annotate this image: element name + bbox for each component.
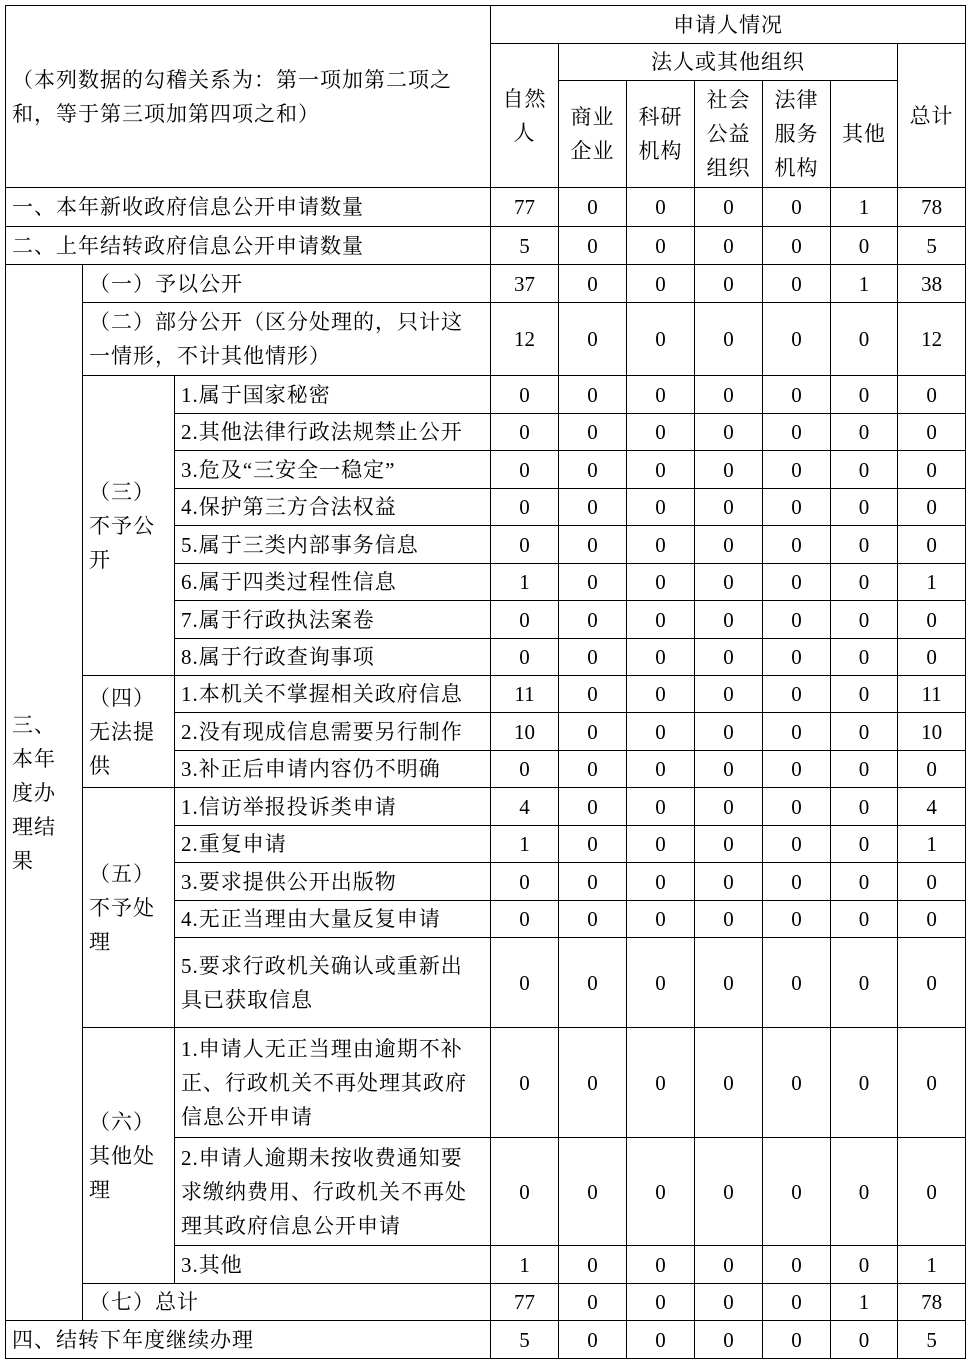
- public-welfare-count: 0: [695, 676, 763, 713]
- public-welfare-count: 0: [695, 1321, 763, 1359]
- other-count: 0: [831, 414, 898, 451]
- business-count: 0: [559, 901, 627, 938]
- public-welfare-header: 社会公益组织: [695, 81, 763, 188]
- row-label: （七）总计: [83, 1284, 491, 1321]
- row-label: 3.危及“三安全一稳定”: [175, 451, 491, 489]
- business-count: 0: [559, 639, 627, 676]
- natural-person-count: 0: [491, 1028, 559, 1138]
- public-welfare-count: 0: [695, 1246, 763, 1284]
- natural-person-count: 12: [491, 303, 559, 376]
- natural-person-count: 0: [491, 901, 559, 938]
- row-label: 2.重复申请: [175, 826, 491, 863]
- header-row-1: [6, 6, 966, 44]
- public-welfare-count: 0: [695, 489, 763, 526]
- natural-person-count: 0: [491, 601, 559, 639]
- research-count: 0: [627, 526, 695, 564]
- applicant-header: 申请人情况: [491, 6, 966, 44]
- legal-service-count: 0: [763, 1028, 831, 1138]
- public-welfare-count: 0: [695, 303, 763, 376]
- row-label: 1.本机关不掌握相关政府信息: [175, 676, 491, 713]
- research-count: 0: [627, 938, 695, 1028]
- other-header: 其他: [831, 81, 898, 188]
- other-count: 0: [831, 601, 898, 639]
- row-not-processed-1: [6, 788, 966, 826]
- legal-service-count: 0: [763, 564, 831, 601]
- other-count: 0: [831, 303, 898, 376]
- research-count: 0: [627, 676, 695, 713]
- other-count: 1: [831, 1284, 898, 1321]
- results-section-label: 三、本年度办理结果: [6, 265, 83, 1321]
- total-count: 0: [898, 938, 966, 1028]
- research-count: 0: [627, 863, 695, 901]
- legal-service-count: 0: [763, 526, 831, 564]
- public-welfare-count: 0: [695, 227, 763, 265]
- total-count: 0: [898, 1138, 966, 1246]
- natural-person-count: 0: [491, 489, 559, 526]
- business-count: 0: [559, 451, 627, 489]
- total-count: 11: [898, 676, 966, 713]
- row-label: 二、上年结转政府信息公开申请数量: [6, 227, 491, 265]
- research-count: 0: [627, 639, 695, 676]
- group-label-unable-to-provide: （四）无法提供: [83, 676, 175, 788]
- total-count: 0: [898, 639, 966, 676]
- research-count: 0: [627, 265, 695, 303]
- legal-service-count: 0: [763, 751, 831, 788]
- total-count: 0: [898, 901, 966, 938]
- public-welfare-count: 0: [695, 863, 763, 901]
- legal-service-count: 0: [763, 826, 831, 863]
- legal-service-count: 0: [763, 863, 831, 901]
- business-count: 0: [559, 1028, 627, 1138]
- business-count: 0: [559, 376, 627, 414]
- research-count: 0: [627, 1138, 695, 1246]
- total-count: 4: [898, 788, 966, 826]
- other-count: 0: [831, 826, 898, 863]
- natural-person-header: 自然人: [491, 44, 559, 188]
- legal-service-header: 法律服务机构: [763, 81, 831, 188]
- row-label: 1.申请人无正当理由逾期不补正、行政机关不再处理其政府信息公开申请: [175, 1028, 491, 1138]
- research-count: 0: [627, 1284, 695, 1321]
- legal-service-count: 0: [763, 639, 831, 676]
- legal-service-count: 0: [763, 489, 831, 526]
- public-welfare-count: 0: [695, 826, 763, 863]
- group-label-other-handling: （六）其他处理: [83, 1028, 175, 1284]
- business-count: 0: [559, 788, 627, 826]
- row-disclosed: [6, 265, 966, 303]
- total-count: 0: [898, 414, 966, 451]
- research-count: 0: [627, 414, 695, 451]
- research-count: 0: [627, 489, 695, 526]
- other-count: 0: [831, 227, 898, 265]
- business-count: 0: [559, 676, 627, 713]
- row-label: 2.其他法律行政法规禁止公开: [175, 414, 491, 451]
- research-count: 0: [627, 564, 695, 601]
- research-count: 0: [627, 303, 695, 376]
- natural-person-count: 77: [491, 188, 559, 227]
- legal-org-header: 法人或其他组织: [559, 44, 898, 81]
- total-header: 总计: [898, 44, 966, 188]
- row-label: 7.属于行政执法案卷: [175, 601, 491, 639]
- natural-person-count: 0: [491, 1138, 559, 1246]
- public-welfare-count: 0: [695, 1138, 763, 1246]
- public-welfare-count: 0: [695, 901, 763, 938]
- business-count: 0: [559, 188, 627, 227]
- natural-person-count: 0: [491, 451, 559, 489]
- legal-service-count: 0: [763, 901, 831, 938]
- natural-person-count: 0: [491, 863, 559, 901]
- legal-service-count: 0: [763, 1246, 831, 1284]
- legal-service-count: 0: [763, 788, 831, 826]
- public-welfare-count: 0: [695, 751, 763, 788]
- row-label: （一）予以公开: [83, 265, 491, 303]
- natural-person-count: 0: [491, 938, 559, 1028]
- business-count: 0: [559, 526, 627, 564]
- row-label: 8.属于行政查询事项: [175, 639, 491, 676]
- total-count: 1: [898, 564, 966, 601]
- research-count: 0: [627, 1246, 695, 1284]
- row-label: 3.其他: [175, 1246, 491, 1284]
- business-count: 0: [559, 227, 627, 265]
- business-count: 0: [559, 863, 627, 901]
- public-welfare-count: 0: [695, 938, 763, 1028]
- research-count: 0: [627, 376, 695, 414]
- total-count: 0: [898, 1028, 966, 1138]
- row-carried-over: [6, 227, 966, 265]
- business-header: 商业企业: [559, 81, 627, 188]
- row-label: 2.没有现成信息需要另行制作: [175, 713, 491, 751]
- legal-service-count: 0: [763, 601, 831, 639]
- legal-service-count: 0: [763, 1321, 831, 1359]
- research-count: 0: [627, 901, 695, 938]
- other-count: 0: [831, 938, 898, 1028]
- natural-person-count: 5: [491, 227, 559, 265]
- research-count: 0: [627, 188, 695, 227]
- natural-person-count: 77: [491, 1284, 559, 1321]
- other-count: 0: [831, 1246, 898, 1284]
- research-count: 0: [627, 826, 695, 863]
- other-count: 0: [831, 713, 898, 751]
- total-count: 38: [898, 265, 966, 303]
- other-count: 0: [831, 1138, 898, 1246]
- other-count: 1: [831, 265, 898, 303]
- business-count: 0: [559, 601, 627, 639]
- row-other-handling-1: [6, 1028, 966, 1138]
- row-unable-1: [6, 676, 966, 713]
- legal-service-count: 0: [763, 451, 831, 489]
- row-label: 3.要求提供公开出版物: [175, 863, 491, 901]
- total-count: 0: [898, 489, 966, 526]
- business-count: 0: [559, 489, 627, 526]
- public-welfare-count: 0: [695, 788, 763, 826]
- business-count: 0: [559, 564, 627, 601]
- natural-person-count: 5: [491, 1321, 559, 1359]
- row-label: 3.补正后申请内容仍不明确: [175, 751, 491, 788]
- total-count: 78: [898, 1284, 966, 1321]
- public-welfare-count: 0: [695, 601, 763, 639]
- research-count: 0: [627, 713, 695, 751]
- business-count: 0: [559, 751, 627, 788]
- row-label: 4.保护第三方合法权益: [175, 489, 491, 526]
- total-count: 0: [898, 751, 966, 788]
- business-count: 0: [559, 1138, 627, 1246]
- total-count: 0: [898, 526, 966, 564]
- public-welfare-count: 0: [695, 188, 763, 227]
- row-label: 5.属于三类内部事务信息: [175, 526, 491, 564]
- row-label: （二）部分公开（区分处理的，只计这一情形，不计其他情形）: [83, 303, 491, 376]
- natural-person-count: 1: [491, 564, 559, 601]
- business-count: 0: [559, 938, 627, 1028]
- total-count: 1: [898, 1246, 966, 1284]
- total-count: 12: [898, 303, 966, 376]
- total-count: 0: [898, 451, 966, 489]
- other-count: 0: [831, 901, 898, 938]
- business-count: 0: [559, 826, 627, 863]
- public-welfare-count: 0: [695, 1028, 763, 1138]
- natural-person-count: 1: [491, 1246, 559, 1284]
- public-welfare-count: 0: [695, 376, 763, 414]
- row-label: 1.信访举报投诉类申请: [175, 788, 491, 826]
- other-count: 0: [831, 1321, 898, 1359]
- row-label: 6.属于四类过程性信息: [175, 564, 491, 601]
- total-count: 0: [898, 863, 966, 901]
- natural-person-count: 4: [491, 788, 559, 826]
- natural-person-count: 37: [491, 265, 559, 303]
- natural-person-count: 10: [491, 713, 559, 751]
- row-label: 2.申请人逾期未按收费通知要求缴纳费用、行政机关不再处理其政府信息公开申请: [175, 1138, 491, 1246]
- legal-service-count: 0: [763, 676, 831, 713]
- other-count: 0: [831, 639, 898, 676]
- other-count: 0: [831, 863, 898, 901]
- row-new-requests: [6, 188, 966, 227]
- row-not-disclosed-1: [6, 376, 966, 414]
- natural-person-count: 0: [491, 526, 559, 564]
- other-count: 0: [831, 1028, 898, 1138]
- group-label-not-processed: （五）不予处理: [83, 788, 175, 1028]
- natural-person-count: 0: [491, 414, 559, 451]
- research-count: 0: [627, 751, 695, 788]
- business-count: 0: [559, 1284, 627, 1321]
- legal-service-count: 0: [763, 188, 831, 227]
- legal-service-count: 0: [763, 1138, 831, 1246]
- public-welfare-count: 0: [695, 1284, 763, 1321]
- research-count: 0: [627, 1028, 695, 1138]
- research-count: 0: [627, 788, 695, 826]
- legal-service-count: 0: [763, 1284, 831, 1321]
- other-count: 0: [831, 676, 898, 713]
- row-label: 1.属于国家秘密: [175, 376, 491, 414]
- public-welfare-count: 0: [695, 639, 763, 676]
- legal-service-count: 0: [763, 227, 831, 265]
- public-welfare-count: 0: [695, 713, 763, 751]
- total-count: 10: [898, 713, 966, 751]
- legal-service-count: 0: [763, 376, 831, 414]
- legal-service-count: 0: [763, 265, 831, 303]
- total-count: 5: [898, 227, 966, 265]
- business-count: 0: [559, 303, 627, 376]
- business-count: 0: [559, 265, 627, 303]
- research-count: 0: [627, 227, 695, 265]
- total-count: 78: [898, 188, 966, 227]
- other-count: 1: [831, 188, 898, 227]
- group-label-not-disclosed: （三）不予公开: [83, 376, 175, 676]
- total-count: 5: [898, 1321, 966, 1359]
- other-count: 0: [831, 564, 898, 601]
- row-partially-disclosed: [6, 303, 966, 376]
- legal-service-count: 0: [763, 713, 831, 751]
- other-count: 0: [831, 451, 898, 489]
- business-count: 0: [559, 1321, 627, 1359]
- row-label: 5.要求行政机关确认或重新出具已获取信息: [175, 938, 491, 1028]
- row-label: 4.无正当理由大量反复申请: [175, 901, 491, 938]
- total-count: 0: [898, 376, 966, 414]
- other-count: 0: [831, 788, 898, 826]
- natural-person-count: 0: [491, 639, 559, 676]
- research-count: 0: [627, 1321, 695, 1359]
- public-welfare-count: 0: [695, 564, 763, 601]
- legal-service-count: 0: [763, 414, 831, 451]
- other-count: 0: [831, 376, 898, 414]
- public-welfare-count: 0: [695, 414, 763, 451]
- natural-person-count: 11: [491, 676, 559, 713]
- total-count: 1: [898, 826, 966, 863]
- other-count: 0: [831, 751, 898, 788]
- disclosure-table: [5, 5, 966, 1359]
- natural-person-count: 0: [491, 376, 559, 414]
- other-count: 0: [831, 489, 898, 526]
- header-note: （本列数据的勾稽关系为：第一项加第二项之和，等于第三项加第四项之和）: [6, 6, 491, 188]
- public-welfare-count: 0: [695, 265, 763, 303]
- business-count: 0: [559, 1246, 627, 1284]
- row-label: 四、结转下年度继续办理: [6, 1321, 491, 1359]
- natural-person-count: 0: [491, 751, 559, 788]
- total-count: 0: [898, 601, 966, 639]
- research-count: 0: [627, 601, 695, 639]
- row-label: 一、本年新收政府信息公开申请数量: [6, 188, 491, 227]
- row-results-total: [6, 1284, 966, 1321]
- legal-service-count: 0: [763, 938, 831, 1028]
- business-count: 0: [559, 713, 627, 751]
- research-count: 0: [627, 451, 695, 489]
- public-welfare-count: 0: [695, 526, 763, 564]
- other-count: 0: [831, 526, 898, 564]
- business-count: 0: [559, 414, 627, 451]
- public-welfare-count: 0: [695, 451, 763, 489]
- row-carry-forward: [6, 1321, 966, 1359]
- research-header: 科研机构: [627, 81, 695, 188]
- legal-service-count: 0: [763, 303, 831, 376]
- natural-person-count: 1: [491, 826, 559, 863]
